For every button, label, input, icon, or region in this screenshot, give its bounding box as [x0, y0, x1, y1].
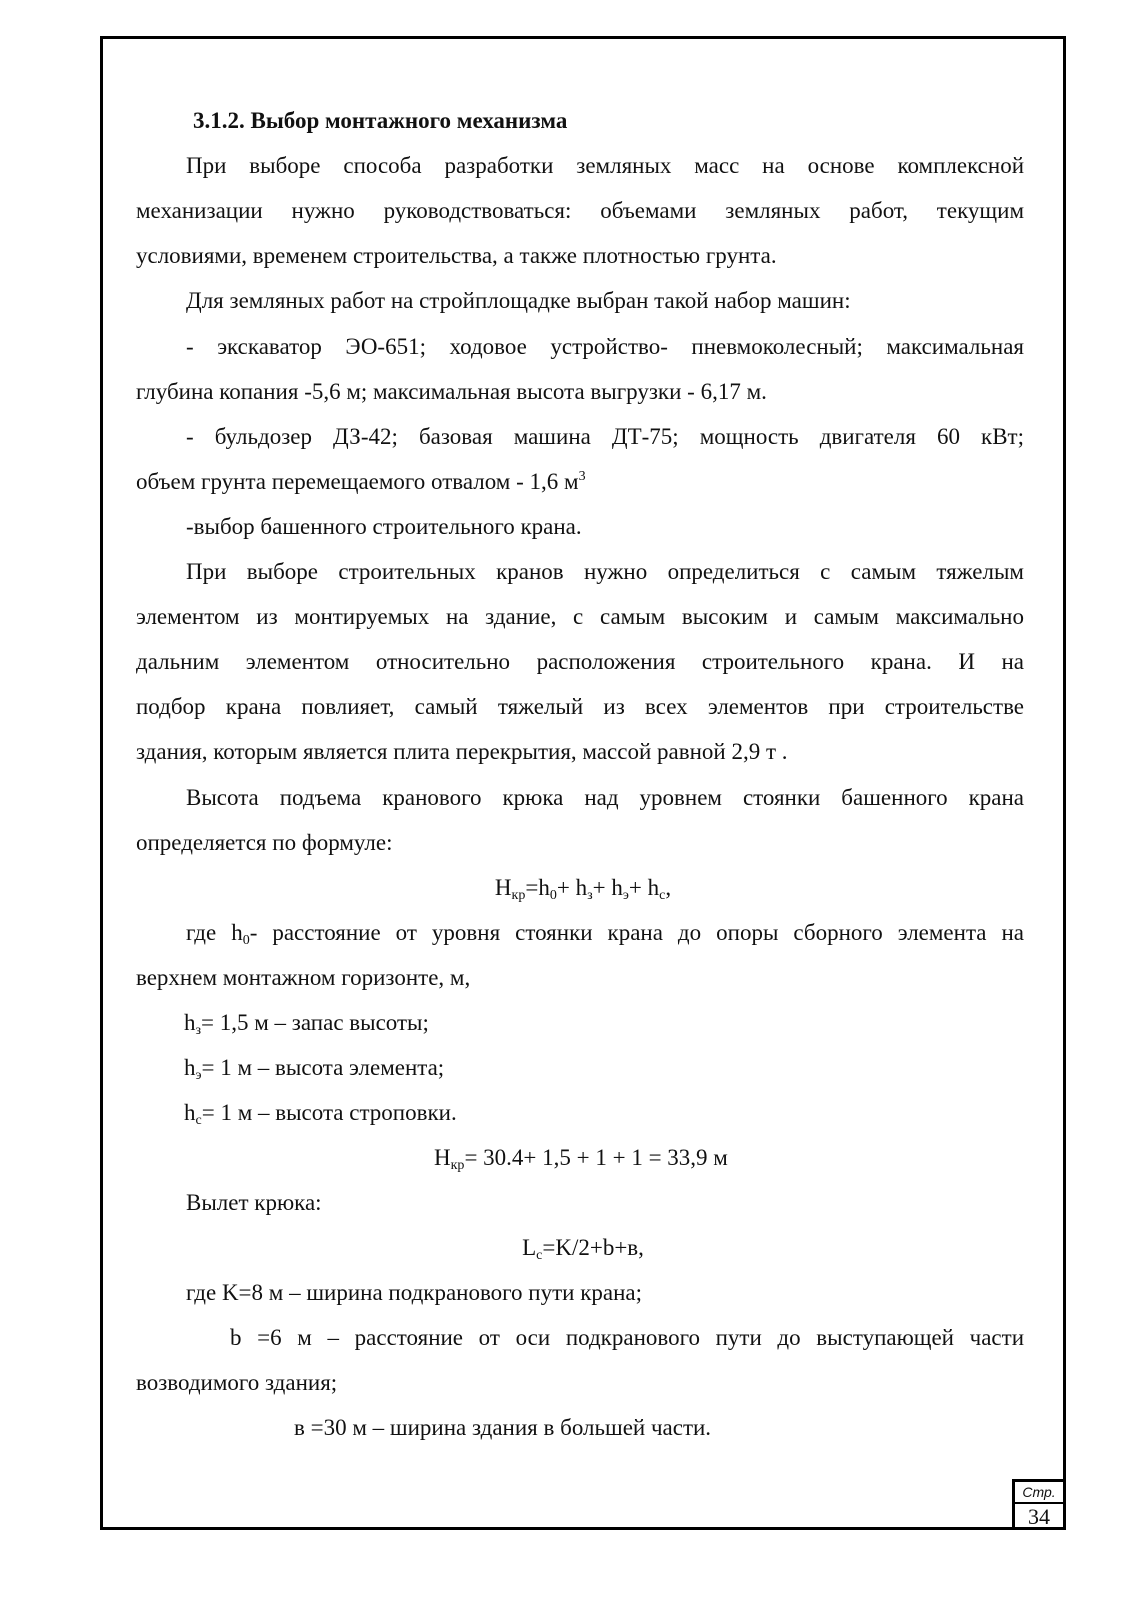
superscript: 3 — [578, 469, 586, 484]
paragraph-line: Для земляных работ на стройплощадке выбран такой набор машин: — [186, 288, 851, 313]
paragraph-line: возводимого здания; — [136, 1370, 338, 1395]
list-item-excavator: - экскаватор ЭО-651; ходовое устройство- пневмоколесный; максимальная — [186, 334, 1024, 359]
paragraph-line: механизации нужно руководствоваться: объемами земляных работ, текущим — [136, 198, 1024, 223]
paragraph-line: Высота подъема кранового крюка над уровнем стоянки башенного крана — [186, 785, 1024, 810]
paragraph-line: При выборе способа разработки земляных масс на основе комплексной — [186, 153, 1024, 178]
paragraph-line: верхнем монтажном горизонте, м, — [136, 965, 471, 990]
paragraph-line: Вылет крюка: — [186, 1190, 322, 1215]
paragraph-line: здания, которым является плита перекрытия, массой равной 2,9 т . — [136, 739, 788, 764]
page-label: Стр. — [1015, 1482, 1063, 1504]
page-number-stamp — [1012, 1479, 1066, 1530]
page-number: 34 — [1028, 1504, 1050, 1529]
definition-hz: $h_з= 1,5$ м – запас высоты; — [184, 1010, 429, 1038]
formula-hook-height: $H_{кр}=h_0+ h_з+ h_э+ h_с$, — [494, 875, 672, 903]
definition-h0: где $h_0-$ расстояние от уровня стоянки крана до опоры сборного элемента на — [186, 920, 1024, 948]
definition-b: b =6 м – расстояние от оси подкранового пути до выступающей части — [230, 1325, 1024, 1350]
paragraph-line: глубина копания -5,6 м; максимальная высота выгрузки - 6,17 м. — [136, 379, 767, 404]
definition-k: где K=8 м – ширина подкранового пути крана; — [186, 1280, 642, 1305]
paragraph-line: условиями, временем строительства, а также плотностью грунта. — [136, 243, 777, 268]
paragraph-line: определяется по формуле: — [136, 830, 393, 855]
paragraph-line: элементом из монтируемых на здание, с самым высоким и самым максимально — [136, 604, 1024, 629]
definition-hc: $h_с= 1$ м – высота строповки. — [184, 1100, 457, 1128]
list-item-crane: -выбор башенного строительного крана. — [186, 514, 582, 539]
definition-he: $h_э= 1$ м – высота элемента; — [184, 1055, 445, 1083]
paragraph-line: объем грунта перемещаемого отвалом - 1,6 $м^3$ — [136, 469, 586, 494]
formula-hook-reach: $L_с=K/2+b+в$, — [522, 1235, 644, 1263]
section-heading: 3.1.2. Выбор монтажного механизма — [193, 108, 568, 133]
paragraph-line: При выборе строительных кранов нужно определиться с самым тяжелым — [186, 559, 1024, 584]
definition-v: в =30 м – ширина здания в большей части. — [294, 1415, 712, 1440]
paragraph-line: дальним элементом относительно расположения строительного крана. И на — [136, 649, 1024, 674]
formula-hook-height-value: $H_{кр}= 30.4+ 1,5 + 1 + 1 = 33,9$ м — [434, 1145, 728, 1173]
list-item-bulldozer: - бульдозер ДЗ-42; базовая машина ДТ-75; мощность двигателя 60 кВт; — [186, 424, 1024, 449]
paragraph-line: подбор крана повлияет, самый тяжелый из всех элементов при строительстве — [136, 694, 1024, 719]
